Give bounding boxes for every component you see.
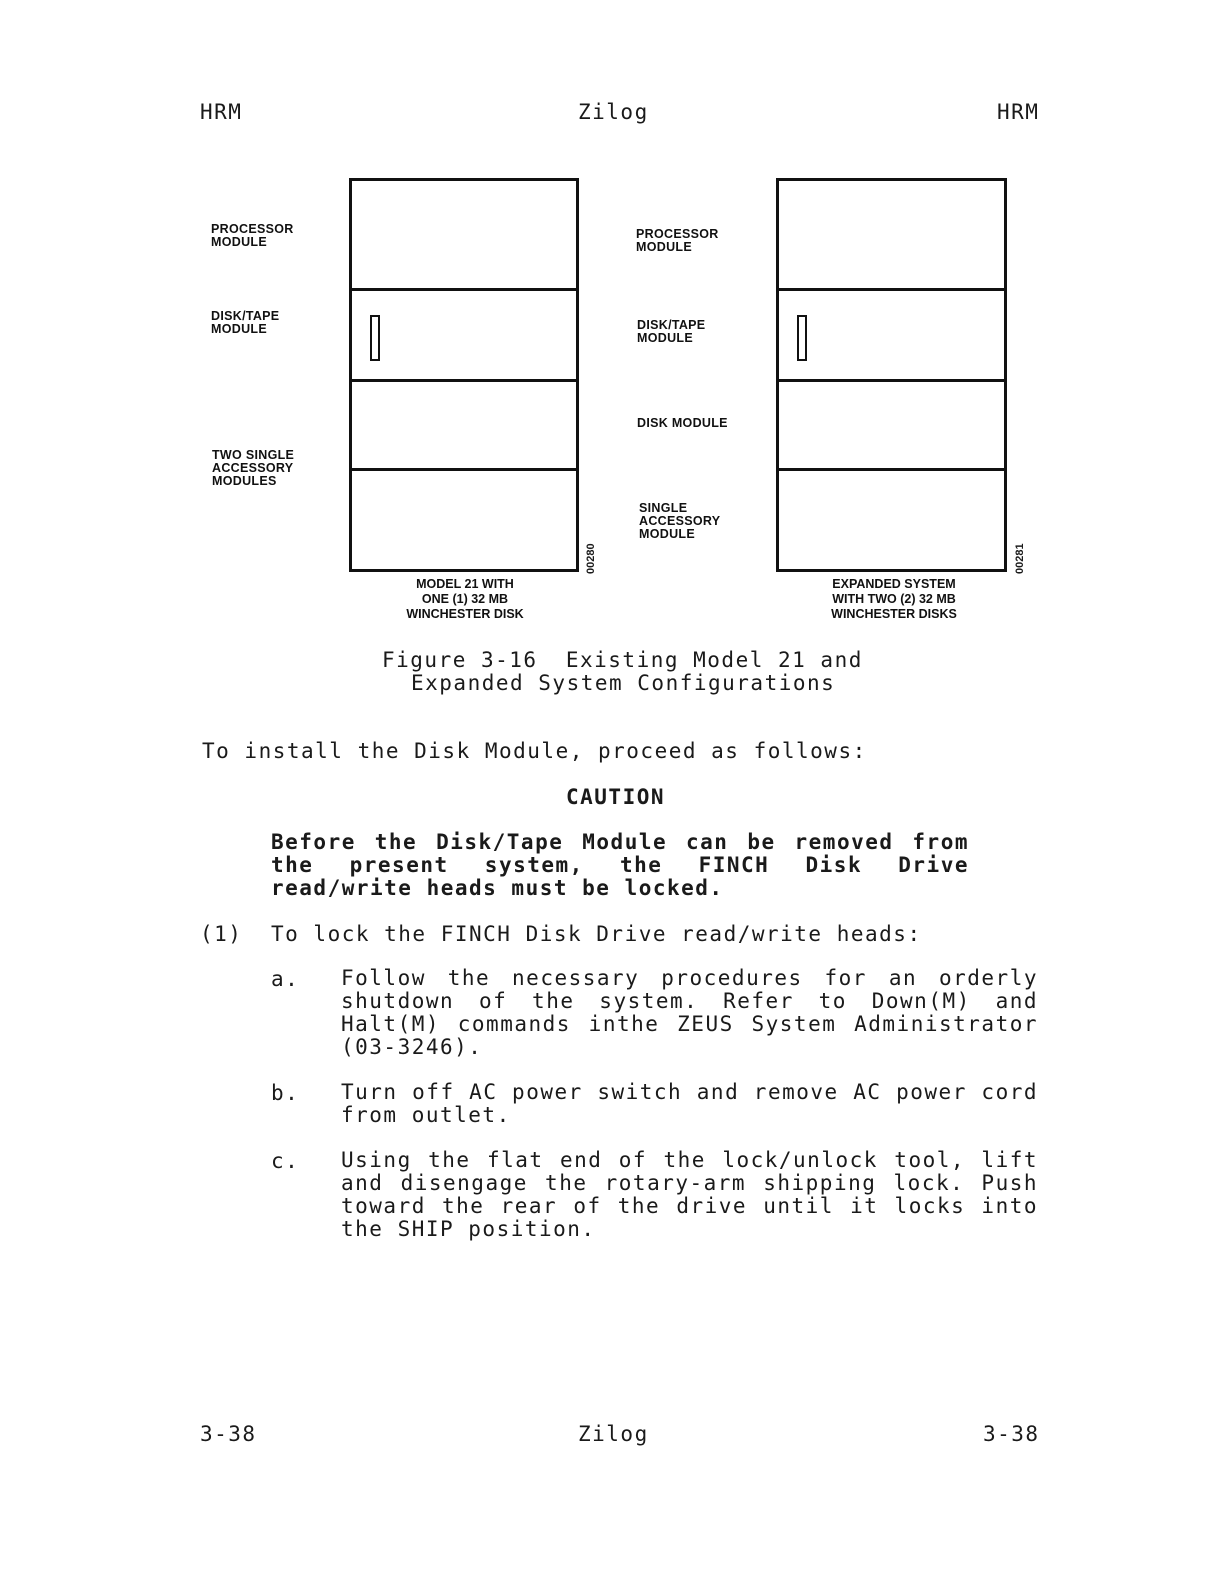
- substep-a-line-2: shutdown of the system. Refer to Down(M) and: [341, 989, 1038, 1013]
- caution-line-2: the present system, the FINCH Disk Drive: [271, 853, 969, 877]
- figure-caption-line2: Expanded System Configurations: [411, 671, 836, 695]
- caution-line-3: read/write heads must be locked.: [271, 876, 724, 900]
- figure-caption-line1: Figure 3-16 Existing Model 21 and: [382, 648, 863, 672]
- footer-left: 3-38: [200, 1422, 257, 1446]
- left-caption-line1: MODEL 21 WITH: [416, 577, 514, 591]
- left-cabinet: [349, 178, 579, 572]
- header-center: Zilog: [578, 100, 649, 124]
- footer-right: 3-38: [983, 1422, 1040, 1446]
- substep-a-letter: a.: [271, 967, 300, 991]
- caution-heading: CAUTION: [566, 785, 666, 809]
- left-label-processor-line2: MODULE: [211, 235, 267, 249]
- step-number: (1): [200, 922, 243, 946]
- substep-c-line-3: toward the rear of the drive until it locks into: [341, 1194, 1038, 1218]
- right-label-disktape-line2: MODULE: [637, 331, 693, 345]
- substep-c-text: [341, 1149, 1038, 1241]
- right-label-processor-line2: MODULE: [636, 240, 692, 254]
- left-label-accessory-line3: MODULES: [212, 474, 277, 488]
- substep-b-text: [341, 1081, 1038, 1127]
- caution-body: [271, 831, 969, 900]
- right-label-accessory-line2: ACCESSORY: [639, 514, 721, 528]
- left-label-accessory-line2: ACCESSORY: [212, 461, 294, 475]
- intro-text: To install the Disk Module, proceed as follows:: [202, 739, 867, 763]
- substep-b-letter: b.: [271, 1081, 300, 1105]
- substep-c-line-2: and disengage the rotary-arm shipping lock. Push: [341, 1171, 1038, 1195]
- right-caption-line3: WINCHESTER DISKS: [831, 607, 957, 621]
- right-label-disktape-line1: DISK/TAPE: [637, 318, 706, 332]
- right-label-disk-line1: DISK MODULE: [637, 416, 728, 430]
- left-shelf-1: [352, 288, 576, 291]
- header-right: HRM: [997, 100, 1040, 124]
- substep-c-line-1: Using the flat end of the lock/unlock tool, lift: [341, 1148, 1038, 1172]
- substep-a-line-3: Halt(M) commands inthe ZEUS System Administrator: [341, 1012, 1038, 1036]
- left-caption-line3: WINCHESTER DISK: [406, 607, 524, 621]
- substep-a-line-4: (03-3246).: [341, 1035, 483, 1059]
- right-label-disktape: [637, 319, 705, 345]
- right-shelf-3: [779, 468, 1004, 471]
- substep-c-letter: c.: [271, 1149, 300, 1173]
- left-tape-slot: [370, 315, 380, 361]
- right-caption: [800, 577, 988, 622]
- caution-line-1: Before the Disk/Tape Module can be removed from: [271, 830, 969, 854]
- right-caption-line2: WITH TWO (2) 32 MB: [832, 592, 956, 606]
- right-label-disk: [637, 417, 728, 430]
- header-left: HRM: [200, 100, 243, 124]
- right-shelf-1: [779, 288, 1004, 291]
- right-figure-id: 00281: [1014, 543, 1026, 574]
- left-label-disktape-line1: DISK/TAPE: [211, 309, 280, 323]
- footer-center: Zilog: [578, 1422, 649, 1446]
- right-label-accessory-line1: SINGLE: [639, 501, 688, 515]
- left-label-accessory-line1: TWO SINGLE: [212, 448, 295, 462]
- substep-a-line-1: Follow the necessary procedures for an orderly: [341, 966, 1038, 990]
- substep-b-line-1: Turn off AC power switch and remove AC power cord: [341, 1080, 1038, 1104]
- substep-a-text: [341, 967, 1038, 1059]
- left-caption-line2: ONE (1) 32 MB: [421, 592, 509, 606]
- right-label-processor: [636, 228, 719, 254]
- left-label-processor: [211, 223, 294, 249]
- right-cabinet: [776, 178, 1007, 572]
- substep-b-line-2: from outlet.: [341, 1103, 511, 1127]
- right-tape-slot: [797, 315, 807, 361]
- right-caption-line1: EXPANDED SYSTEM: [832, 577, 956, 591]
- left-label-disktape-line2: MODULE: [211, 322, 267, 336]
- substep-c-line-4: the SHIP position.: [341, 1217, 596, 1241]
- left-label-processor-line1: PROCESSOR: [211, 222, 294, 236]
- left-label-disktape: [211, 310, 279, 336]
- left-label-accessory: [212, 449, 294, 488]
- left-shelf-2: [352, 379, 576, 382]
- left-figure-id: 00280: [585, 543, 597, 574]
- right-shelf-2: [779, 379, 1004, 382]
- left-shelf-3: [352, 468, 576, 471]
- step-text: To lock the FINCH Disk Drive read/write heads:: [271, 922, 922, 946]
- right-label-processor-line1: PROCESSOR: [636, 227, 719, 241]
- right-label-accessory-line3: MODULE: [639, 527, 695, 541]
- right-label-accessory: [639, 502, 720, 541]
- left-caption: [380, 577, 550, 622]
